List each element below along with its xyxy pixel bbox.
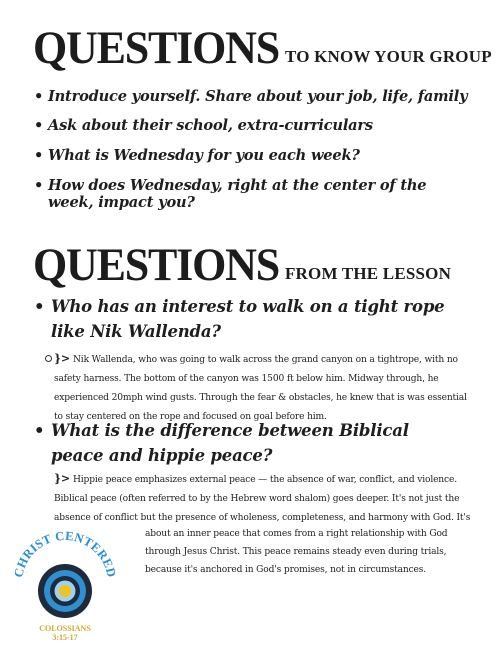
- question-item: [34, 117, 373, 134]
- heading-sub: TO KNOW YOUR GROUP: [284, 47, 492, 66]
- heading-from-the-lesson: [33, 238, 452, 291]
- bullet: •: [34, 117, 44, 134]
- answer-marker: }>: [54, 472, 70, 485]
- circle-bullet-icon: [45, 355, 52, 362]
- target-center: [59, 585, 71, 597]
- answer-marker: }>: [54, 352, 70, 365]
- question-text: Ask about their school, extra-curriculars: [48, 117, 373, 134]
- bullet: •: [34, 147, 44, 164]
- bullet: •: [34, 297, 45, 316]
- logo-ref-line1: COLOSSIANS: [39, 624, 91, 633]
- bullet: •: [34, 177, 44, 194]
- logo-ref-line2: 3:15-17: [52, 633, 78, 642]
- question-text: How does Wednesday, right at the center of the week, impact you?: [48, 177, 427, 211]
- logo-arc-text: CHRIST CENTERED: [11, 531, 119, 579]
- question-text: Introduce yourself. Share about your job, life, family: [48, 88, 468, 105]
- lesson-question: [34, 418, 464, 468]
- christ-centered-logo: [10, 531, 120, 647]
- heading-main: QUESTIONS: [33, 238, 279, 291]
- answer-item: [45, 349, 475, 427]
- bullet: •: [34, 421, 45, 440]
- question-text: What is Wednesday for you each week?: [48, 147, 360, 164]
- lesson-question: [34, 294, 464, 344]
- heading-sub: FROM THE LESSON: [284, 264, 452, 283]
- question-text: What is the difference between Biblical peace and hippie peace?: [51, 421, 409, 465]
- answer-text: Nik Wallenda, who was going to walk across the grand canyon on a tightrope, with no safety harness. The bottom of the canyon was 1500 ft below him. Midway through, he experienced 20mph wind gusts. Through the fear & obstacles, he knew that is was essential to stay centered on the rope and focused on goal before him.: [54, 355, 467, 422]
- heading-main: QUESTIONS: [33, 21, 279, 74]
- question-item: [34, 147, 360, 164]
- question-item: [34, 88, 467, 105]
- answer-continuation: about an inner peace that comes from a right relationship with God through Jesus Christ. This peace remains steady even during trials, because it's anchored in God's promises, not in circumstances.: [145, 529, 448, 575]
- answer-text: Hippie peace emphasizes external peace — the absence of war, conflict, and violence. Biblical peace (often referred to by the Hebrew word shalom) goes deeper. It's not just the absence of conflict but the presence of wholeness, completeness, and harmony with God. It's: [54, 475, 471, 523]
- question-item: [34, 177, 474, 211]
- heading-to-know-your-group: [33, 21, 492, 74]
- answer-item: [45, 469, 475, 528]
- bullet: •: [34, 88, 44, 105]
- question-text: Who has an interest to walk on a tight rope like Nik Wallenda?: [51, 297, 445, 341]
